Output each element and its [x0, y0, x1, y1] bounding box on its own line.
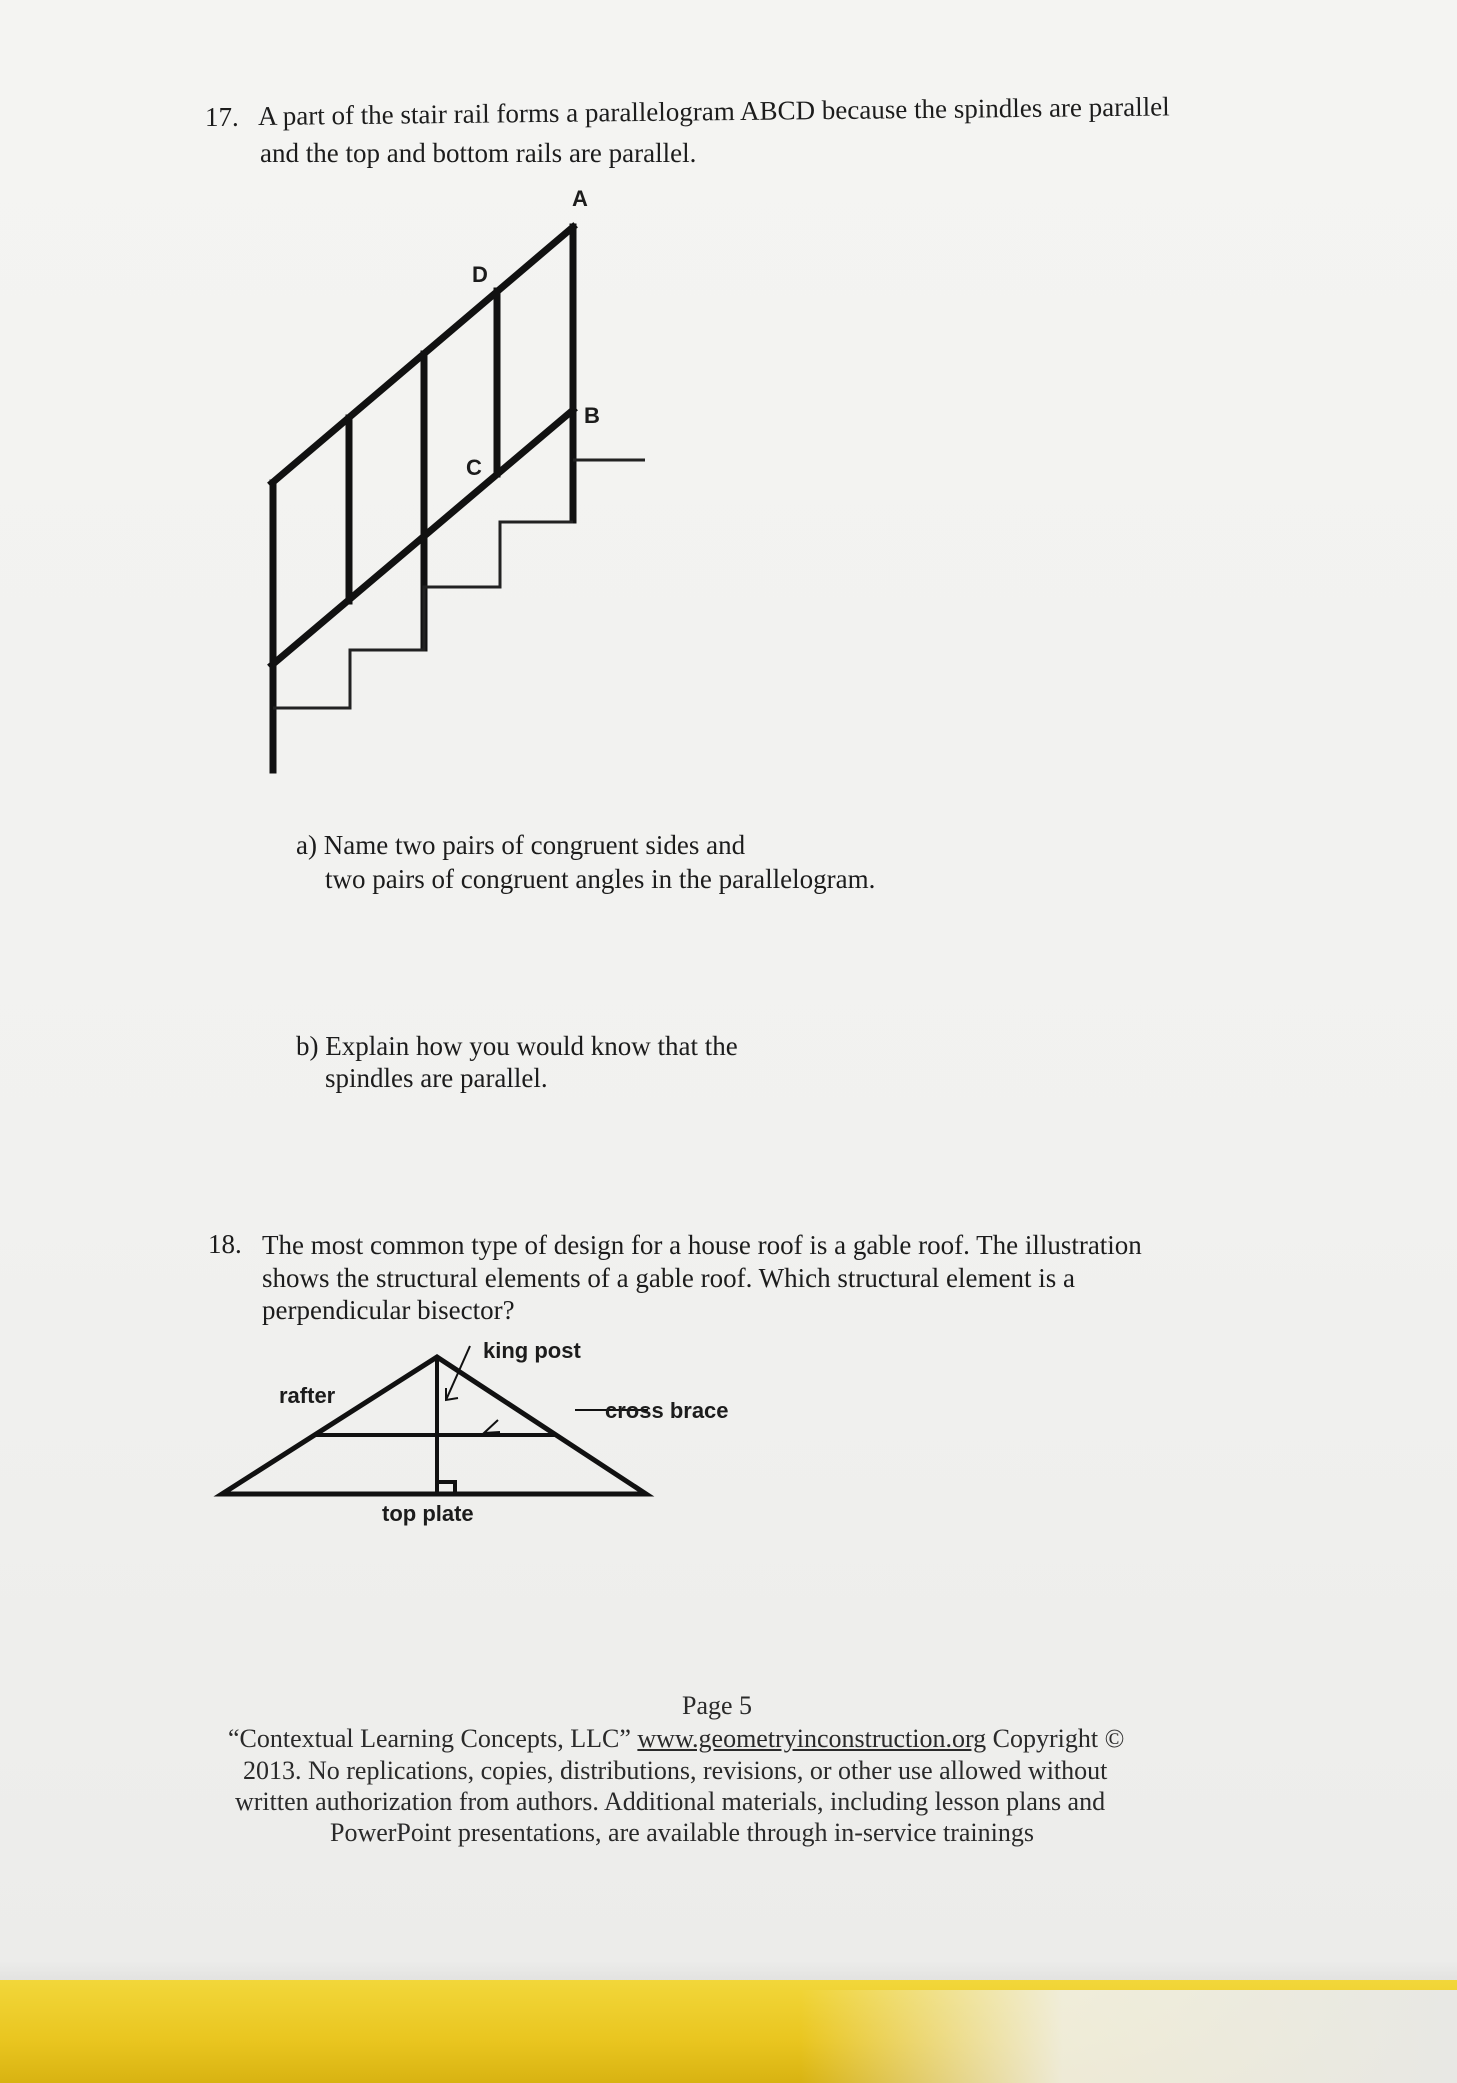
- footer-line1-suffix: Copyright ©: [986, 1724, 1125, 1753]
- label-d: D: [472, 262, 488, 287]
- footer-line2: 2013. No replications, copies, distributions, revisions, or other use allowed without: [243, 1756, 1108, 1785]
- q17-part-b-line1: b) Explain how you would know that the: [296, 1031, 738, 1061]
- q18-text-line3: perpendicular bisector?: [262, 1295, 515, 1325]
- q17-part-b-line2: spindles are parallel.: [325, 1063, 548, 1093]
- q17-number: 17.: [205, 102, 239, 132]
- q17-part-a-line1: a) Name two pairs of congruent sides and: [296, 830, 746, 860]
- footer-line4: PowerPoint presentations, are available through in-service trainings: [330, 1818, 1034, 1847]
- label-a: A: [572, 186, 588, 211]
- q17-part-a-line2: two pairs of congruent angles in the parallelogram.: [325, 864, 876, 894]
- page-number: Page 5: [682, 1691, 753, 1720]
- footer-website-link[interactable]: www.geometryinconstruction.org: [637, 1724, 987, 1753]
- q18-number: 18.: [208, 1229, 242, 1259]
- q17-text-line1: A part of the stair rail forms a parallelogram ABCD because the spindles are parallel: [257, 91, 1170, 131]
- footer-line1-prefix: “Contextual Learning Concepts, LLC”: [228, 1724, 638, 1753]
- label-rafter: rafter: [279, 1383, 336, 1408]
- king-post-pointer: [446, 1346, 470, 1400]
- footer-line3: written authorization from authors. Additional materials, including lesson plans and: [235, 1787, 1106, 1816]
- label-b: B: [584, 403, 600, 428]
- label-top-plate: top plate: [382, 1501, 474, 1526]
- footer-line1: [228, 1723, 1124, 1754]
- center-mark: [484, 1420, 500, 1433]
- roof-triangle: [222, 1357, 646, 1494]
- label-king-post: king post: [483, 1338, 581, 1363]
- label-c: C: [466, 455, 482, 480]
- q18-text-line2: shows the structural elements of a gable roof. Which structural element is a: [262, 1263, 1075, 1293]
- label-cross-brace: cross brace: [605, 1398, 729, 1423]
- q17-text-line2: and the top and bottom rails are parallel.: [260, 138, 697, 168]
- q18-text-line1: The most common type of design for a house roof is a gable roof. The illustration: [262, 1230, 1142, 1260]
